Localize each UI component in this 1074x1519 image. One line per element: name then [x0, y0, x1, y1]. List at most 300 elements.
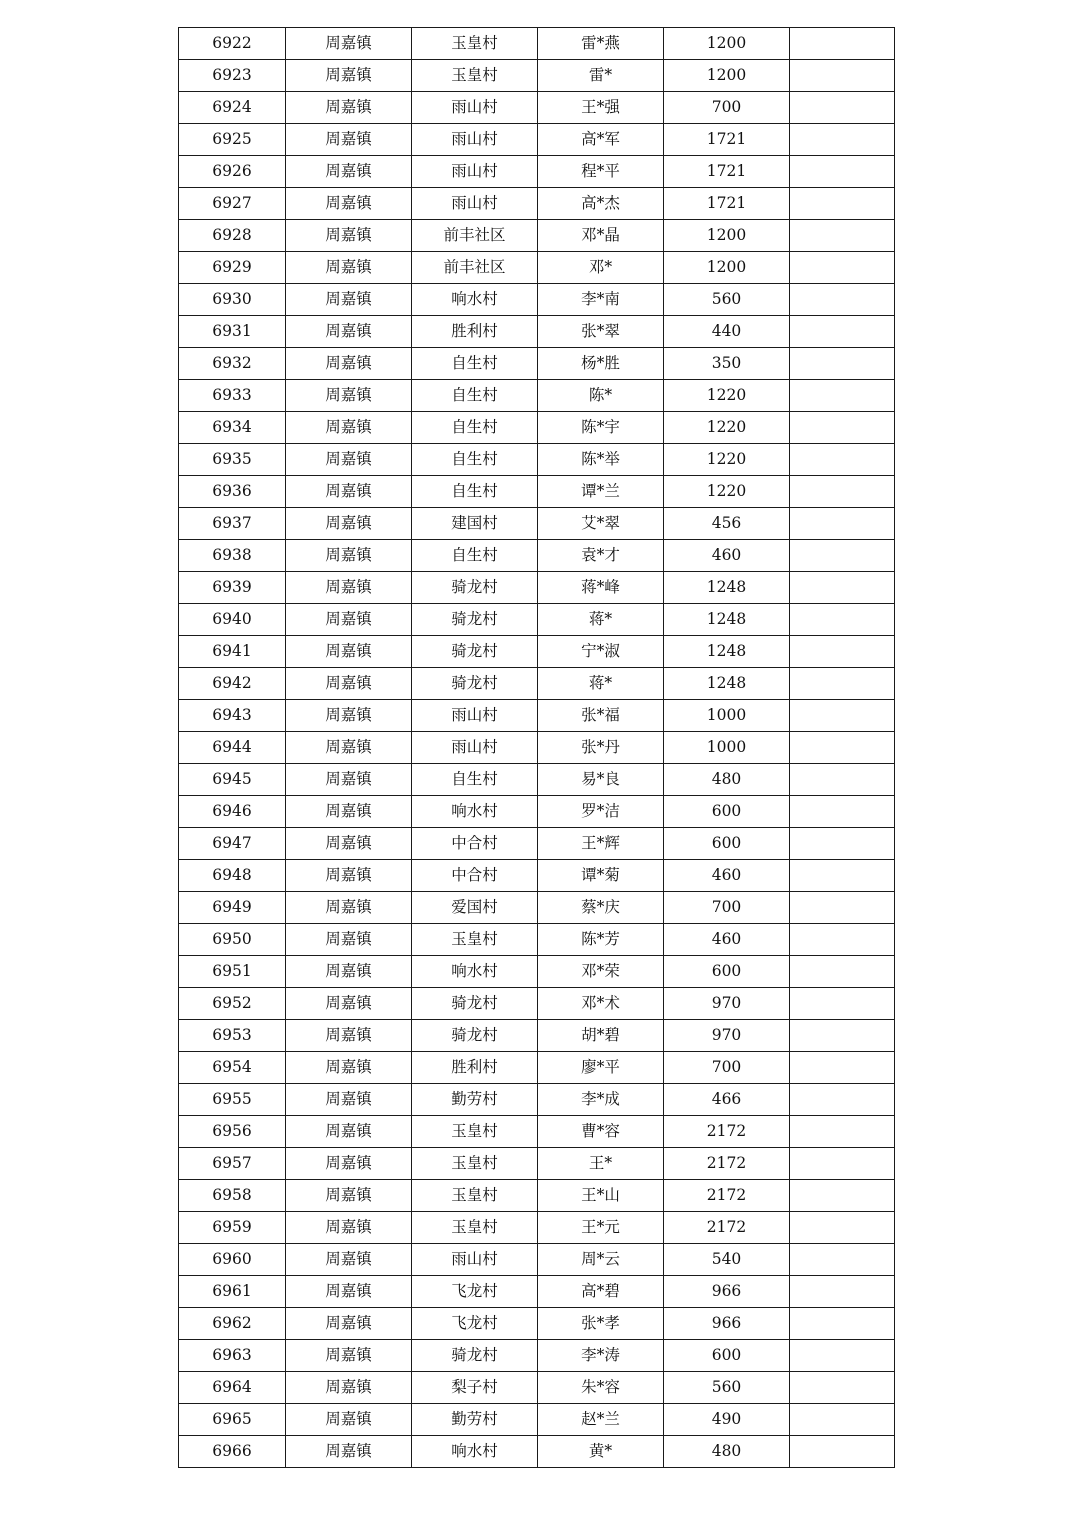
cell-amount: 1721	[664, 124, 790, 156]
cell-town: 周嘉镇	[286, 764, 412, 796]
cell-amount: 1248	[664, 604, 790, 636]
cell-name: 邓*荣	[538, 956, 664, 988]
table-row	[179, 476, 895, 508]
cell-name: 胡*碧	[538, 1020, 664, 1052]
cell-name: 易*良	[538, 764, 664, 796]
cell-serial-number: 6929	[179, 252, 286, 284]
table-row	[179, 860, 895, 892]
cell-name: 陈*	[538, 380, 664, 412]
table-row	[179, 636, 895, 668]
cell-town: 周嘉镇	[286, 1340, 412, 1372]
cell-note	[790, 1436, 895, 1468]
table-row	[179, 1084, 895, 1116]
cell-serial-number: 6948	[179, 860, 286, 892]
cell-serial-number: 6942	[179, 668, 286, 700]
cell-name: 陈*芳	[538, 924, 664, 956]
cell-town: 周嘉镇	[286, 636, 412, 668]
cell-note	[790, 1372, 895, 1404]
cell-town: 周嘉镇	[286, 860, 412, 892]
table-row	[179, 1404, 895, 1436]
cell-amount: 560	[664, 284, 790, 316]
table-row	[179, 1148, 895, 1180]
cell-town: 周嘉镇	[286, 828, 412, 860]
table-row	[179, 1020, 895, 1052]
cell-name: 王*山	[538, 1180, 664, 1212]
table-row	[179, 28, 895, 60]
cell-name: 雷*	[538, 60, 664, 92]
cell-name: 谭*兰	[538, 476, 664, 508]
cell-serial-number: 6937	[179, 508, 286, 540]
cell-serial-number: 6939	[179, 572, 286, 604]
cell-village: 玉皇村	[412, 1116, 538, 1148]
cell-name: 蔡*庆	[538, 892, 664, 924]
cell-serial-number: 6966	[179, 1436, 286, 1468]
cell-note	[790, 892, 895, 924]
cell-village: 玉皇村	[412, 924, 538, 956]
cell-amount: 970	[664, 1020, 790, 1052]
cell-town: 周嘉镇	[286, 124, 412, 156]
table-row	[179, 1308, 895, 1340]
cell-serial-number: 6926	[179, 156, 286, 188]
cell-village: 响水村	[412, 796, 538, 828]
cell-serial-number: 6961	[179, 1276, 286, 1308]
cell-name: 李*成	[538, 1084, 664, 1116]
table-row	[179, 540, 895, 572]
cell-serial-number: 6938	[179, 540, 286, 572]
cell-note	[790, 636, 895, 668]
cell-note	[790, 284, 895, 316]
cell-name: 罗*洁	[538, 796, 664, 828]
table-row	[179, 1340, 895, 1372]
cell-village: 自生村	[412, 764, 538, 796]
cell-name: 袁*才	[538, 540, 664, 572]
cell-name: 张*福	[538, 700, 664, 732]
cell-village: 前丰社区	[412, 220, 538, 252]
cell-name: 邓*术	[538, 988, 664, 1020]
cell-note	[790, 220, 895, 252]
table-row	[179, 892, 895, 924]
cell-town: 周嘉镇	[286, 92, 412, 124]
table-row	[179, 1372, 895, 1404]
cell-town: 周嘉镇	[286, 668, 412, 700]
cell-town: 周嘉镇	[286, 412, 412, 444]
cell-amount: 1721	[664, 156, 790, 188]
cell-town: 周嘉镇	[286, 220, 412, 252]
cell-amount: 600	[664, 956, 790, 988]
cell-amount: 466	[664, 1084, 790, 1116]
cell-village: 中合村	[412, 860, 538, 892]
cell-name: 张*翠	[538, 316, 664, 348]
cell-village: 雨山村	[412, 156, 538, 188]
cell-serial-number: 6941	[179, 636, 286, 668]
table-row	[179, 828, 895, 860]
cell-village: 雨山村	[412, 700, 538, 732]
table-row	[179, 156, 895, 188]
cell-town: 周嘉镇	[286, 316, 412, 348]
cell-town: 周嘉镇	[286, 956, 412, 988]
cell-note	[790, 1148, 895, 1180]
cell-serial-number: 6933	[179, 380, 286, 412]
cell-amount: 1248	[664, 668, 790, 700]
cell-name: 赵*兰	[538, 1404, 664, 1436]
table-body	[179, 28, 895, 1468]
cell-serial-number: 6935	[179, 444, 286, 476]
cell-note	[790, 60, 895, 92]
cell-serial-number: 6924	[179, 92, 286, 124]
cell-amount: 1248	[664, 636, 790, 668]
cell-village: 响水村	[412, 284, 538, 316]
cell-village: 爱国村	[412, 892, 538, 924]
cell-note	[790, 1116, 895, 1148]
cell-note	[790, 380, 895, 412]
cell-town: 周嘉镇	[286, 1436, 412, 1468]
cell-serial-number: 6959	[179, 1212, 286, 1244]
cell-note	[790, 540, 895, 572]
table-row	[179, 988, 895, 1020]
cell-name: 张*孝	[538, 1308, 664, 1340]
cell-amount: 1220	[664, 476, 790, 508]
cell-amount: 600	[664, 828, 790, 860]
cell-note	[790, 348, 895, 380]
cell-name: 邓*	[538, 252, 664, 284]
cell-town: 周嘉镇	[286, 28, 412, 60]
cell-village: 雨山村	[412, 124, 538, 156]
cell-amount: 1220	[664, 412, 790, 444]
cell-serial-number: 6958	[179, 1180, 286, 1212]
cell-name: 王*	[538, 1148, 664, 1180]
cell-note	[790, 1212, 895, 1244]
cell-amount: 480	[664, 1436, 790, 1468]
cell-serial-number: 6936	[179, 476, 286, 508]
cell-name: 王*强	[538, 92, 664, 124]
cell-village: 自生村	[412, 380, 538, 412]
cell-note	[790, 412, 895, 444]
cell-amount: 460	[664, 860, 790, 892]
cell-village: 玉皇村	[412, 60, 538, 92]
table-row	[179, 956, 895, 988]
cell-name: 雷*燕	[538, 28, 664, 60]
cell-village: 勤劳村	[412, 1404, 538, 1436]
cell-amount: 490	[664, 1404, 790, 1436]
cell-serial-number: 6951	[179, 956, 286, 988]
cell-note	[790, 124, 895, 156]
cell-town: 周嘉镇	[286, 988, 412, 1020]
table-row	[179, 284, 895, 316]
cell-village: 勤劳村	[412, 1084, 538, 1116]
cell-serial-number: 6964	[179, 1372, 286, 1404]
cell-village: 前丰社区	[412, 252, 538, 284]
table-row	[179, 796, 895, 828]
cell-town: 周嘉镇	[286, 476, 412, 508]
cell-amount: 700	[664, 1052, 790, 1084]
cell-village: 骑龙村	[412, 636, 538, 668]
cell-town: 周嘉镇	[286, 508, 412, 540]
cell-town: 周嘉镇	[286, 540, 412, 572]
cell-village: 自生村	[412, 348, 538, 380]
cell-serial-number: 6925	[179, 124, 286, 156]
cell-serial-number: 6962	[179, 1308, 286, 1340]
cell-village: 玉皇村	[412, 1148, 538, 1180]
cell-town: 周嘉镇	[286, 924, 412, 956]
cell-village: 骑龙村	[412, 572, 538, 604]
cell-name: 张*丹	[538, 732, 664, 764]
cell-amount: 1220	[664, 444, 790, 476]
cell-serial-number: 6932	[179, 348, 286, 380]
cell-village: 玉皇村	[412, 28, 538, 60]
cell-note	[790, 1052, 895, 1084]
cell-name: 王*元	[538, 1212, 664, 1244]
cell-serial-number: 6930	[179, 284, 286, 316]
cell-village: 骑龙村	[412, 1340, 538, 1372]
table-row	[179, 124, 895, 156]
table-row	[179, 604, 895, 636]
cell-serial-number: 6955	[179, 1084, 286, 1116]
cell-village: 胜利村	[412, 1052, 538, 1084]
table-row	[179, 1212, 895, 1244]
cell-amount: 1248	[664, 572, 790, 604]
cell-amount: 456	[664, 508, 790, 540]
cell-note	[790, 668, 895, 700]
cell-amount: 700	[664, 92, 790, 124]
cell-village: 骑龙村	[412, 604, 538, 636]
table-row	[179, 1116, 895, 1148]
cell-amount: 2172	[664, 1116, 790, 1148]
cell-note	[790, 156, 895, 188]
cell-village: 梨子村	[412, 1372, 538, 1404]
cell-note	[790, 764, 895, 796]
cell-note	[790, 508, 895, 540]
cell-serial-number: 6934	[179, 412, 286, 444]
cell-amount: 966	[664, 1276, 790, 1308]
table-row	[179, 252, 895, 284]
cell-serial-number: 6956	[179, 1116, 286, 1148]
table-row	[179, 1436, 895, 1468]
table-row	[179, 1180, 895, 1212]
cell-amount: 970	[664, 988, 790, 1020]
cell-note	[790, 28, 895, 60]
cell-name: 艾*翠	[538, 508, 664, 540]
cell-town: 周嘉镇	[286, 1276, 412, 1308]
table-row	[179, 380, 895, 412]
cell-name: 廖*平	[538, 1052, 664, 1084]
cell-name: 高*杰	[538, 188, 664, 220]
cell-village: 玉皇村	[412, 1212, 538, 1244]
cell-town: 周嘉镇	[286, 380, 412, 412]
cell-serial-number: 6950	[179, 924, 286, 956]
cell-village: 雨山村	[412, 92, 538, 124]
cell-amount: 1200	[664, 252, 790, 284]
table-row	[179, 1276, 895, 1308]
cell-serial-number: 6957	[179, 1148, 286, 1180]
cell-note	[790, 316, 895, 348]
cell-name: 高*碧	[538, 1276, 664, 1308]
table-row	[179, 1244, 895, 1276]
cell-village: 自生村	[412, 444, 538, 476]
cell-name: 陈*举	[538, 444, 664, 476]
cell-village: 自生村	[412, 476, 538, 508]
cell-village: 雨山村	[412, 188, 538, 220]
cell-name: 蒋*	[538, 668, 664, 700]
cell-name: 李*涛	[538, 1340, 664, 1372]
cell-name: 谭*菊	[538, 860, 664, 892]
cell-amount: 1200	[664, 60, 790, 92]
cell-village: 骑龙村	[412, 668, 538, 700]
cell-note	[790, 700, 895, 732]
cell-amount: 480	[664, 764, 790, 796]
cell-serial-number: 6923	[179, 60, 286, 92]
cell-name: 邓*晶	[538, 220, 664, 252]
cell-note	[790, 252, 895, 284]
cell-note	[790, 92, 895, 124]
cell-town: 周嘉镇	[286, 732, 412, 764]
table-row	[179, 732, 895, 764]
cell-town: 周嘉镇	[286, 252, 412, 284]
cell-village: 骑龙村	[412, 988, 538, 1020]
cell-village: 骑龙村	[412, 1020, 538, 1052]
cell-amount: 1000	[664, 732, 790, 764]
cell-serial-number: 6963	[179, 1340, 286, 1372]
cell-note	[790, 572, 895, 604]
cell-amount: 440	[664, 316, 790, 348]
cell-serial-number: 6922	[179, 28, 286, 60]
cell-town: 周嘉镇	[286, 1084, 412, 1116]
cell-name: 王*辉	[538, 828, 664, 860]
cell-serial-number: 6945	[179, 764, 286, 796]
cell-note	[790, 1308, 895, 1340]
table-row	[179, 700, 895, 732]
table-row	[179, 572, 895, 604]
cell-village: 中合村	[412, 828, 538, 860]
cell-serial-number: 6931	[179, 316, 286, 348]
cell-town: 周嘉镇	[286, 1372, 412, 1404]
cell-note	[790, 732, 895, 764]
cell-village: 飞龙村	[412, 1276, 538, 1308]
cell-amount: 540	[664, 1244, 790, 1276]
cell-note	[790, 604, 895, 636]
cell-town: 周嘉镇	[286, 284, 412, 316]
cell-village: 响水村	[412, 956, 538, 988]
cell-note	[790, 924, 895, 956]
cell-serial-number: 6947	[179, 828, 286, 860]
table-row	[179, 92, 895, 124]
cell-name: 程*平	[538, 156, 664, 188]
cell-name: 曹*容	[538, 1116, 664, 1148]
cell-serial-number: 6927	[179, 188, 286, 220]
cell-village: 建国村	[412, 508, 538, 540]
table-row	[179, 188, 895, 220]
cell-amount: 1200	[664, 28, 790, 60]
cell-note	[790, 1276, 895, 1308]
cell-amount: 1200	[664, 220, 790, 252]
cell-serial-number: 6943	[179, 700, 286, 732]
cell-amount: 600	[664, 796, 790, 828]
cell-name: 黄*	[538, 1436, 664, 1468]
cell-note	[790, 796, 895, 828]
cell-town: 周嘉镇	[286, 1020, 412, 1052]
table-row	[179, 924, 895, 956]
cell-serial-number: 6953	[179, 1020, 286, 1052]
cell-town: 周嘉镇	[286, 60, 412, 92]
table-row	[179, 764, 895, 796]
table-row	[179, 348, 895, 380]
cell-note	[790, 988, 895, 1020]
cell-town: 周嘉镇	[286, 572, 412, 604]
cell-town: 周嘉镇	[286, 796, 412, 828]
cell-village: 飞龙村	[412, 1308, 538, 1340]
table-row	[179, 60, 895, 92]
cell-amount: 460	[664, 540, 790, 572]
cell-note	[790, 1404, 895, 1436]
cell-name: 杨*胜	[538, 348, 664, 380]
cell-amount: 1220	[664, 380, 790, 412]
cell-serial-number: 6965	[179, 1404, 286, 1436]
cell-name: 高*军	[538, 124, 664, 156]
cell-name: 李*南	[538, 284, 664, 316]
cell-note	[790, 1020, 895, 1052]
cell-town: 周嘉镇	[286, 1180, 412, 1212]
cell-town: 周嘉镇	[286, 348, 412, 380]
cell-amount: 1721	[664, 188, 790, 220]
cell-note	[790, 1180, 895, 1212]
cell-town: 周嘉镇	[286, 444, 412, 476]
cell-village: 胜利村	[412, 316, 538, 348]
table-row	[179, 220, 895, 252]
cell-serial-number: 6954	[179, 1052, 286, 1084]
cell-amount: 2172	[664, 1212, 790, 1244]
table-row	[179, 444, 895, 476]
cell-serial-number: 6940	[179, 604, 286, 636]
cell-serial-number: 6952	[179, 988, 286, 1020]
cell-town: 周嘉镇	[286, 1244, 412, 1276]
cell-note	[790, 444, 895, 476]
cell-note	[790, 1340, 895, 1372]
cell-amount: 1000	[664, 700, 790, 732]
cell-town: 周嘉镇	[286, 1148, 412, 1180]
cell-amount: 2172	[664, 1180, 790, 1212]
cell-amount: 2172	[664, 1148, 790, 1180]
cell-amount: 700	[664, 892, 790, 924]
cell-name: 蒋*峰	[538, 572, 664, 604]
table-row	[179, 668, 895, 700]
cell-town: 周嘉镇	[286, 1052, 412, 1084]
cell-serial-number: 6944	[179, 732, 286, 764]
cell-name: 陈*宇	[538, 412, 664, 444]
cell-village: 雨山村	[412, 732, 538, 764]
cell-amount: 560	[664, 1372, 790, 1404]
cell-village: 自生村	[412, 540, 538, 572]
cell-note	[790, 956, 895, 988]
cell-note	[790, 860, 895, 892]
cell-town: 周嘉镇	[286, 1116, 412, 1148]
cell-amount: 600	[664, 1340, 790, 1372]
cell-town: 周嘉镇	[286, 700, 412, 732]
cell-serial-number: 6949	[179, 892, 286, 924]
cell-village: 自生村	[412, 412, 538, 444]
cell-note	[790, 1244, 895, 1276]
table-row	[179, 1052, 895, 1084]
cell-serial-number: 6928	[179, 220, 286, 252]
cell-serial-number: 6946	[179, 796, 286, 828]
cell-note	[790, 828, 895, 860]
cell-name: 周*云	[538, 1244, 664, 1276]
cell-note	[790, 188, 895, 220]
cell-village: 雨山村	[412, 1244, 538, 1276]
cell-amount: 966	[664, 1308, 790, 1340]
data-table	[178, 27, 895, 1468]
cell-village: 玉皇村	[412, 1180, 538, 1212]
cell-town: 周嘉镇	[286, 188, 412, 220]
cell-town: 周嘉镇	[286, 604, 412, 636]
